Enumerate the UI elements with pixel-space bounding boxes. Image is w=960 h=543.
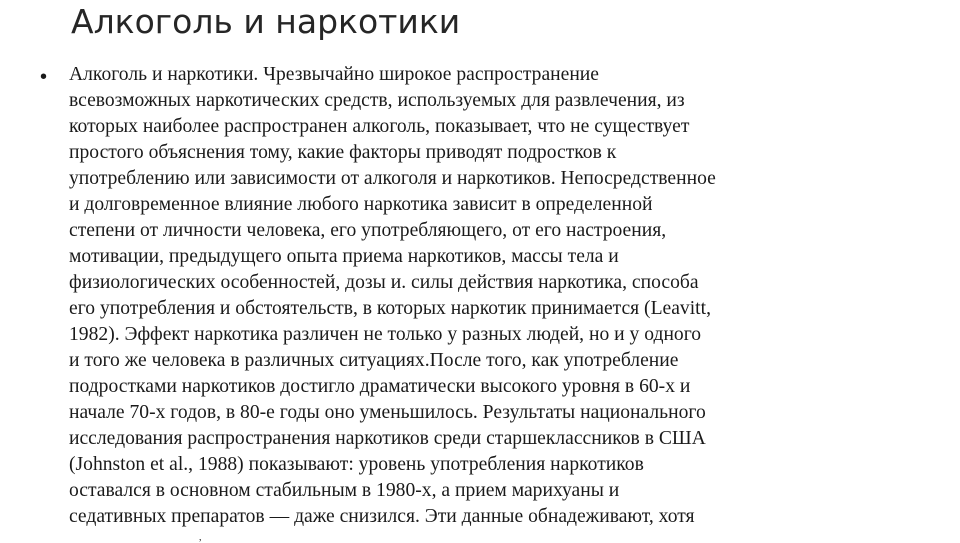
text-line: всевозможных наркотических средств, используемых для развлечения, из	[69, 90, 685, 111]
text-line: употреблению или зависимости от алкоголя и наркотиков. Непосредственное	[69, 168, 716, 189]
slide-title: Алкоголь и наркотики	[71, 2, 461, 41]
text-line: и долговременное влияние любого наркотика зависит в определенной	[69, 194, 653, 215]
text-line: 1982). Эффект наркотика различен не только у разных людей, но и у одного	[69, 324, 702, 345]
text-line: (Johnston et al., 1988) показывают: уровень употребления наркотиков	[69, 454, 644, 475]
text-line: подростками наркотиков достигло драматически высокого уровня в 60-х и	[69, 376, 691, 397]
text-line: которых наиболее распространен алкоголь, показывает, что не существует	[69, 116, 690, 137]
bullet-marker: •	[40, 66, 48, 88]
text-line: седативных препаратов — даже снизился. Эти данные обнадеживают, хотя	[69, 506, 695, 527]
text-line: его употребления и обстоятельств, в которых наркотик принимается (Leavitt,	[69, 298, 711, 319]
text-line: простого объяснения тому, какие факторы приводят подростков к	[69, 142, 617, 163]
cut-off-next-line: ,	[199, 532, 202, 543]
text-line: оставался в основном стабильным в 1980-х, а прием марихуаны и	[69, 480, 620, 501]
text-line: Алкоголь и наркотики. Чрезвычайно широкое распространение	[69, 64, 599, 85]
body-paragraph	[69, 62, 869, 530]
text-line: мотивации, предыдущего опыта приема наркотиков, массы тела и	[69, 246, 619, 267]
text-line: степени от личности человека, его употребляющего, от его настроения,	[69, 220, 667, 241]
text-line: и того же человека в различных ситуациях.После того, как употребление	[69, 350, 679, 371]
text-line: начале 70-х годов, в 80-е годы оно уменьшилось. Результаты национального	[69, 402, 706, 423]
text-line: исследования распространения наркотиков среди старшеклассников в США	[69, 428, 706, 449]
text-line: физиологических особенностей, дозы и. силы действия наркотика, способа	[69, 272, 699, 293]
